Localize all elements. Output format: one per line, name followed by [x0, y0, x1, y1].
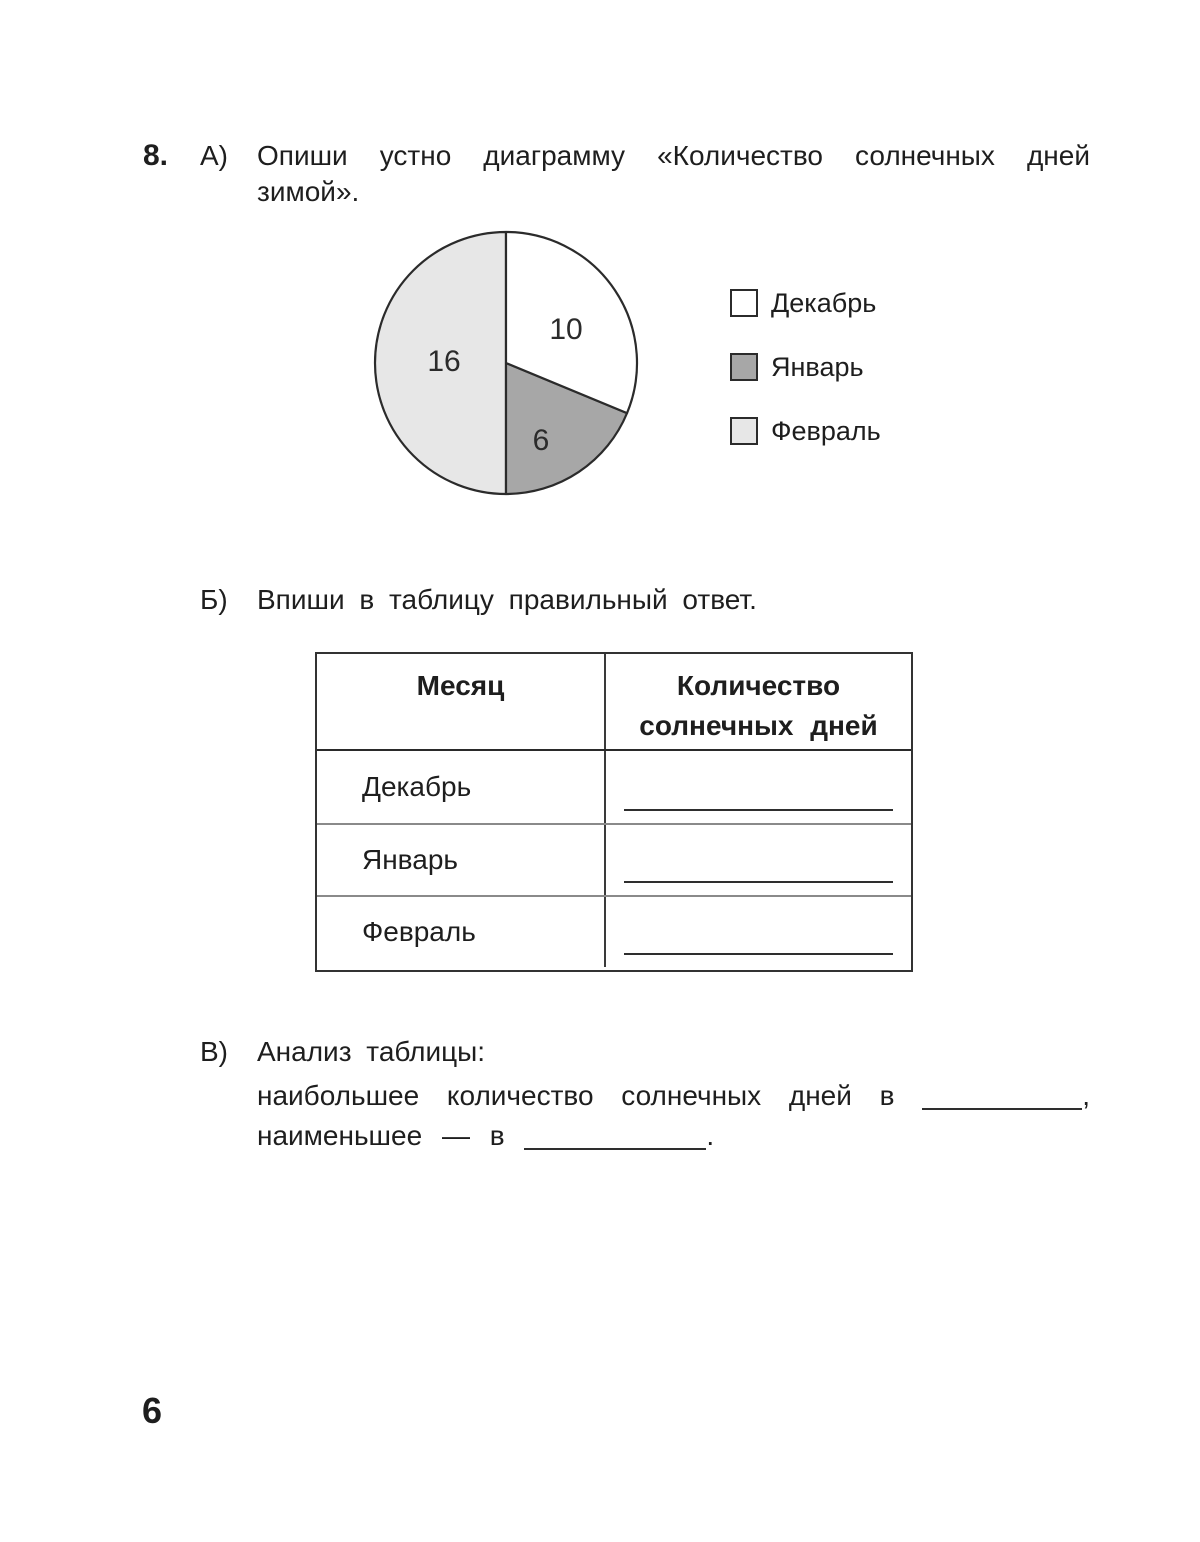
table-row-january — [317, 823, 911, 895]
section-b-label: Б) — [200, 584, 228, 615]
analysis-line2-word1: наименьшее — [257, 1120, 423, 1151]
section-a-text-line2: зимой». — [257, 176, 360, 207]
legend-label-february: Февраль — [771, 415, 881, 446]
table-header-month: Месяц — [416, 670, 505, 701]
analysis-blank-most[interactable] — [922, 1102, 1082, 1110]
table-header-count: Количество солнечных дней — [604, 654, 911, 749]
pie-legend — [730, 289, 881, 481]
analysis-line1-text: наибольшее количество солнечных дней в — [257, 1080, 895, 1111]
table-cell-value-december — [604, 751, 911, 823]
pie-value-december: 10 — [549, 313, 583, 346]
task-a-head — [143, 138, 1090, 210]
pie-chart — [373, 230, 639, 496]
analysis-line2-word2: в — [489, 1120, 505, 1151]
section-b-text: Впиши в таблицу правильный ответ. — [257, 584, 757, 615]
legend-label-december: Декабрь — [771, 287, 877, 318]
answer-blank-february[interactable] — [624, 953, 893, 955]
legend-swatch-december — [730, 289, 758, 317]
analysis-line1 — [257, 1076, 1090, 1116]
legend-item-december — [730, 289, 881, 317]
section-a-text — [257, 138, 1090, 210]
page-number: 6 — [142, 1390, 163, 1431]
section-v-title: Анализ таблицы: — [257, 1036, 486, 1067]
table-row-december — [317, 751, 911, 823]
table-cell-month-december: Декабрь — [362, 771, 472, 802]
task-v-head — [200, 1034, 485, 1070]
legend-item-january — [730, 353, 881, 381]
analysis-blank-least[interactable] — [524, 1142, 706, 1150]
table-header-row — [317, 654, 911, 751]
legend-swatch-february — [730, 417, 758, 445]
answer-blank-december[interactable] — [624, 809, 893, 811]
legend-item-february — [730, 417, 881, 445]
table-cell-value-january — [604, 825, 911, 895]
section-a-text-line1: Опиши устно диаграмму «Количество солнечных дней — [257, 140, 1090, 171]
table-cell-month-january: Январь — [362, 844, 458, 875]
answers-table — [315, 652, 913, 972]
pie-value-february: 16 — [427, 345, 461, 378]
task-number: 8. — [143, 139, 169, 172]
table-row-february — [317, 895, 911, 967]
analysis-line2-punct: . — [706, 1120, 715, 1151]
pie-value-january: 6 — [532, 424, 550, 457]
section-a-label: А) — [200, 140, 228, 171]
task-b-head — [200, 582, 757, 618]
legend-label-january: Январь — [771, 351, 864, 382]
section-v-label: В) — [200, 1036, 228, 1067]
analysis-line1-punct: , — [1082, 1080, 1091, 1111]
table-cell-value-february — [604, 897, 911, 967]
legend-swatch-january — [730, 353, 758, 381]
table-cell-month-february: Февраль — [362, 916, 476, 947]
analysis-line2 — [257, 1116, 1090, 1156]
analysis-text — [257, 1076, 1090, 1156]
answer-blank-january[interactable] — [624, 881, 893, 883]
analysis-line2-dash: — — [441, 1120, 470, 1151]
